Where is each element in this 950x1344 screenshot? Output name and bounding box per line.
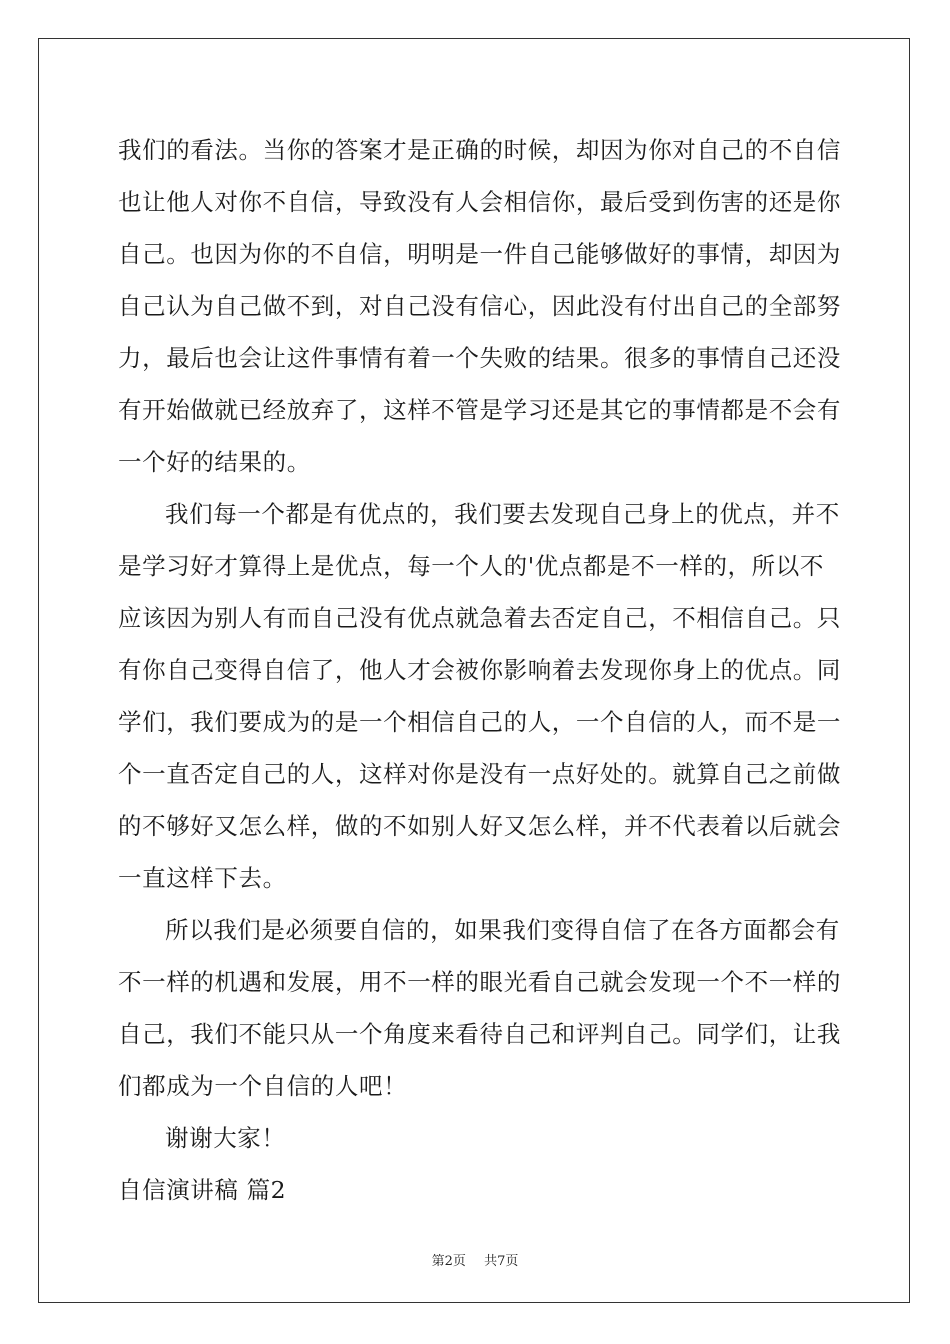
- paragraph-line: 的不够好又怎么样，做的不如别人好又怎么样，并不代表着以后就会: [118, 812, 841, 840]
- paragraph-line: 所以我们是必须要自信的，如果我们变得自信了在各方面都会有: [165, 916, 840, 944]
- paragraph-line: 有你自己变得自信了，他人才会被你影响着去发现你身上的优点。同: [118, 656, 841, 684]
- paragraph-line: 个一直否定自己的人，这样对你是没有一点好处的。就算自己之前做: [118, 760, 841, 788]
- paragraph-line: 一直这样下去。: [118, 864, 287, 892]
- page-total: 共7页: [484, 1254, 519, 1269]
- paragraph-line: 也让他人对你不自信，导致没有人会相信你，最后受到伤害的还是你: [118, 188, 841, 216]
- paragraph-line: 学们，我们要成为的是一个相信自己的人，一个自信的人，而不是一: [118, 708, 841, 736]
- paragraph-line: 是学习好才算得上是优点，每一个人的'优点都是不一样的，所以不: [118, 552, 824, 580]
- paragraph-line: 应该因为别人有而自己没有优点就急着去否定自己，不相信自己。只: [118, 604, 841, 632]
- paragraph-line: 力，最后也会让这件事情有着一个失败的结果。很多的事情自己还没: [118, 344, 841, 372]
- paragraph-line: 不一样的机遇和发展，用不一样的眼光看自己就会发现一个不一样的: [118, 968, 841, 996]
- page-footer: [0, 1250, 950, 1269]
- page-number: 第2页: [431, 1254, 466, 1269]
- document-body: [118, 124, 841, 1216]
- paragraph-line: 有开始做就已经放弃了，这样不管是学习还是其它的事情都是不会有: [118, 396, 841, 424]
- section-heading: 自信演讲稿 篇2: [118, 1176, 287, 1204]
- paragraph-line: 我们每一个都是有优点的，我们要去发现自己身上的优点，并不: [165, 500, 840, 528]
- paragraph-line: 们都成为一个自信的人吧！: [118, 1072, 408, 1100]
- paragraph-line: 自己。也因为你的不自信，明明是一件自己能够做好的事情，却因为: [118, 240, 841, 268]
- paragraph-line: 自己认为自己做不到，对自己没有信心，因此没有付出自己的全部努: [118, 292, 841, 320]
- paragraph-line: 自己，我们不能只从一个角度来看待自己和评判自己。同学们，让我: [118, 1020, 841, 1048]
- paragraph-line: 一个好的结果的。: [118, 448, 311, 476]
- closing-line: 谢谢大家！: [165, 1124, 286, 1152]
- paragraph-line: 我们的看法。当你的答案才是正确的时候，却因为你对自己的不自信: [118, 136, 841, 164]
